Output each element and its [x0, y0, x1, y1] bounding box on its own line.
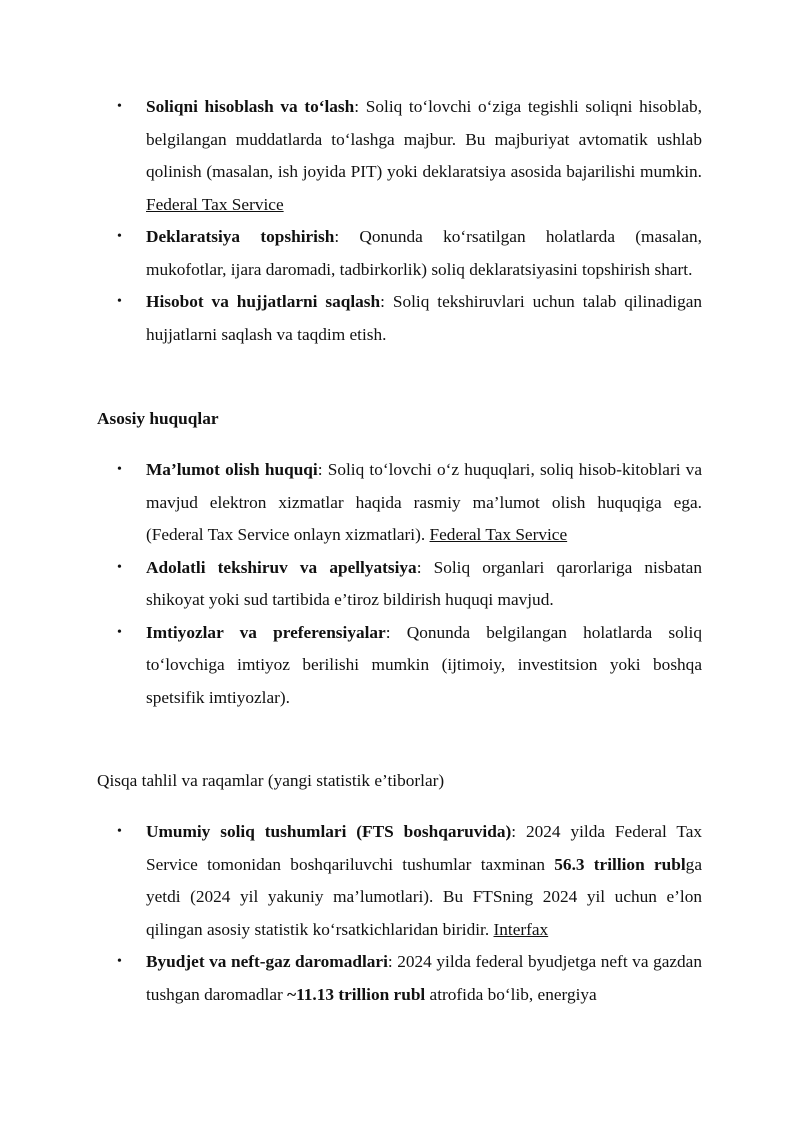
bullet-icon: •: [117, 99, 122, 114]
list-item: [0, 91, 800, 221]
item-text: Qonunda ko‘rsatilgan holatlarda (masalan, mukofotlar, ijara daromadi, tadbirkorlik) soliq deklaratsiyasini topshirish shart.: [146, 227, 702, 279]
bullet-icon: •: [117, 559, 122, 575]
source-link[interactable]: Federal Tax Service: [146, 194, 284, 214]
item-term: Hisobot va hujjatlarni saqlash: [146, 292, 381, 311]
bullet-icon: •: [117, 624, 122, 640]
item-text: atrofida bo‘lib, energiya: [425, 984, 597, 1004]
bullet-icon: •: [117, 294, 122, 309]
item-term: Imtiyozlar va preferensiyalar: [146, 622, 386, 642]
item-separator: :: [334, 227, 360, 246]
item-separator: :: [387, 952, 398, 971]
item-text: 2024 yilda Federal Tax Service tomonidan boshqariluvchi tushumlar taxminan: [146, 822, 703, 874]
item-text: Soliq to‘lovchi o‘ziga tegishli soliqni hisoblab, belgilangan muddatlarda to‘lashga majbur. Bu majburiyat avtomatik ushlab qolinish (masalan, ish joyida PIT) yoki deklaratsiya asosida bajarilishi mumkin.: [146, 97, 703, 181]
item-term: Adolatli tekshiruv va apellyatsiya: [146, 557, 417, 577]
bullet-icon: •: [117, 954, 122, 969]
item-separator: :: [385, 622, 407, 642]
list-item: [0, 221, 800, 286]
list-item: [0, 454, 800, 552]
list-item: [0, 816, 800, 946]
item-term: Deklaratsiya topshirish: [146, 227, 335, 246]
item-separator: :: [416, 557, 434, 577]
analysis-list: [0, 816, 800, 1011]
item-text: Soliq to‘lovchi o‘z huquqlari, soliq hisob-kitoblari va mavjud elektron xizmatlar haqida rasmiy ma’lumot olish huquqiga ega. (Federal Tax Service onlayn xizmatlari).: [146, 460, 702, 544]
item-text: Soliq organlari qarorlariga nisbatan shikoyat yoki sud tartibida e’tiroz bildirish huquqi mavjud.: [146, 557, 702, 609]
bullet-icon: •: [117, 824, 122, 839]
list-item: [0, 946, 800, 1011]
item-separator: :: [354, 97, 366, 116]
rights-list: [0, 454, 800, 714]
item-text: Qonunda belgilangan holatlarda soliq to‘lovchiga imtiyoz berilishi mumkin (ijtimoiy, investitsion yoki boshqa spetsifik imtiyozlar).: [146, 622, 702, 707]
item-term: Umumiy soliq tushumlari (FTS boshqaruvida): [146, 822, 512, 841]
list-item: [0, 552, 800, 617]
item-term: Ma’lumot olish huquqi: [146, 460, 318, 479]
obligations-list: [0, 91, 800, 351]
list-item: [0, 617, 800, 715]
source-link[interactable]: Federal Tax Service: [429, 525, 568, 544]
list-item: [0, 286, 800, 351]
bullet-icon: •: [117, 462, 122, 477]
item-text: 2024 yilda federal byudjetga neft va gazdan tushgan daromadlar: [146, 952, 702, 1004]
item-figure: 56.3 trillion rubl: [554, 854, 686, 874]
item-text: ga yetdi (2024 yil yakuniy ma’lumotlari). Bu FTSning 2024 yil uchun e’lon qilingan asosiy statistik ko‘rsatkichlaridan biridir.: [146, 854, 702, 939]
item-text: Soliq tekshiruvlari uchun talab qilinadigan hujjatlarni saqlash va taqdim etish.: [146, 292, 703, 344]
item-term: Soliqni hisoblash va to‘lash: [146, 97, 355, 116]
section-heading-rights: Asosiy huquqlar: [97, 409, 219, 428]
item-separator: :: [511, 822, 526, 841]
item-figure: ~11.13 trillion rubl: [287, 984, 426, 1004]
section-heading-analysis: Qisqa tahlil va raqamlar (yangi statistik e’tiborlar): [97, 771, 445, 790]
item-separator: :: [317, 460, 328, 479]
source-link[interactable]: Interfax: [493, 919, 549, 939]
item-term: Byudjet va neft-gaz daromadlari: [146, 952, 388, 971]
bullet-icon: •: [117, 229, 122, 244]
item-separator: :: [380, 292, 393, 311]
